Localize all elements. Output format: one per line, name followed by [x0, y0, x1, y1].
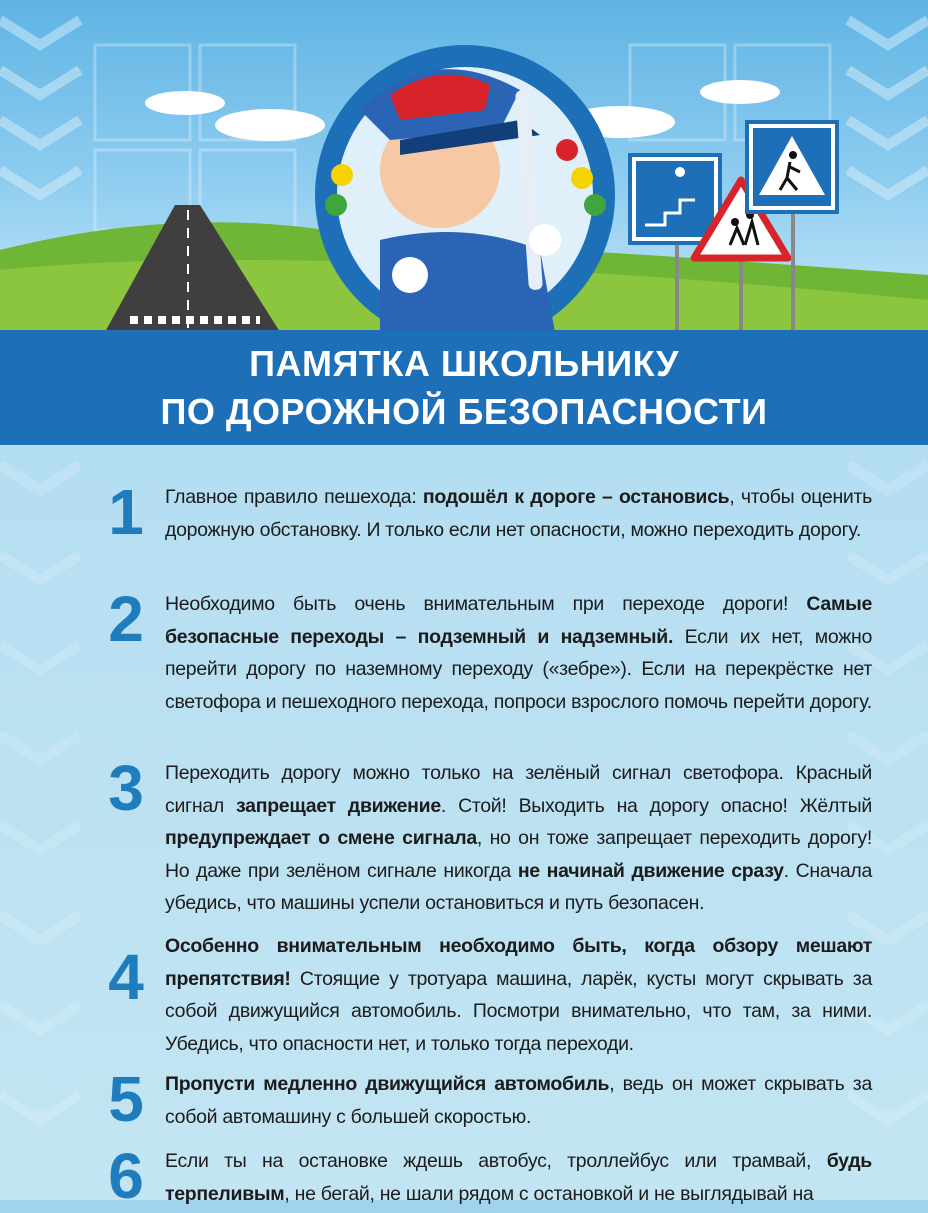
rule-text-segment: Если ты на остановке ждешь автобус, троллейбус или трамвай, — [165, 1150, 827, 1172]
page-title-line-1: ПАМЯТКА ШКОЛЬНИКУ — [249, 342, 679, 384]
rule-text — [165, 1145, 872, 1210]
rule-item — [96, 1140, 872, 1212]
rule-text-segment: , не бегай, не шали рядом с остановкой и не выглядывай на — [284, 1182, 814, 1205]
rule-number: 3 — [108, 752, 144, 824]
rule-text-segment: Необходимо быть очень внимательным при переходе дороги! — [165, 593, 807, 615]
rule-text-emphasis: предупреждает о смене сигнала — [165, 827, 477, 849]
rule-text-segment: Переходить дорогу можно только на зелёный сигнал светофора. Красный сигнал — [165, 762, 872, 817]
rule-text-segment: , ведь он может скрывать за собой автомашину с большей скоростью. — [165, 1073, 872, 1128]
rule-text-emphasis: будь терпеливым — [165, 1150, 872, 1205]
rule-text — [165, 930, 872, 1060]
rule-text-emphasis: запрещает движение — [236, 794, 441, 817]
rule-text-emphasis: не начинай движение сразу — [517, 859, 784, 882]
rule-text-segment: Стоящие у тротуара машина, ларёк, кусты могут скрывать за собой движущийся автомобиль. Посмотри внимательно, что там, за ними. Убедись, что опасности нет, и только тогда переходи. — [165, 967, 872, 1055]
rule-item — [96, 1063, 872, 1135]
rule-text — [165, 1068, 872, 1133]
rule-text-segment: Если их нет, можно перейти дорогу по наземному переходу («зебре»). Если на перекрёстке нет светофора и пешеходного перехода, попроси взрослого помочь перейти дорогу. — [165, 625, 872, 713]
page-title-line-2: ПО ДОРОЖНОЙ БЕЗОПАСНОСТИ — [160, 390, 768, 432]
rule-text-emphasis: Пропусти медленно движущийся автомобиль — [165, 1073, 610, 1095]
rule-text-segment: . Стой! Выходить на дорогу опасно! Жёлтый — [440, 794, 872, 817]
header-illustration — [0, 0, 928, 332]
rule-text-emphasis: Особенно внимательным необходимо быть, когда обзору мешают препятствия! — [165, 935, 872, 990]
chevron-decoration-left — [0, 445, 80, 1200]
rule-text-segment: , но он тоже запрещает переходить дорогу! Но даже при зелёном сигнале никогда — [165, 827, 872, 882]
title-banner — [0, 330, 928, 445]
rule-number: 5 — [108, 1063, 144, 1135]
rule-number: 1 — [108, 476, 144, 548]
rule-text-segment: , чтобы оценить дорожную обстановку. И только если нет опасности, можно переходить дорогу. — [165, 486, 872, 541]
rule-text-segment: . Сначала убедись, что машины успели остановиться и путь безопасен. — [165, 859, 873, 914]
rule-text — [165, 588, 872, 718]
traffic-police-mascot-icon — [315, 45, 615, 332]
rule-text — [165, 481, 872, 546]
rule-item — [96, 583, 872, 718]
rule-number: 2 — [108, 583, 144, 655]
rule-item — [96, 752, 873, 920]
rule-number: 6 — [108, 1140, 144, 1212]
rule-text-segment: Главное правило пешехода: — [165, 486, 423, 508]
rule-text-emphasis: Самые безопасные переходы – подземный и надземный. — [165, 593, 872, 648]
rule-text-emphasis: подошёл к дороге – остановись — [422, 486, 730, 508]
rule-number: 4 — [108, 941, 144, 1013]
rule-text — [165, 757, 872, 920]
rule-item — [96, 476, 872, 548]
rule-item — [96, 930, 872, 1060]
